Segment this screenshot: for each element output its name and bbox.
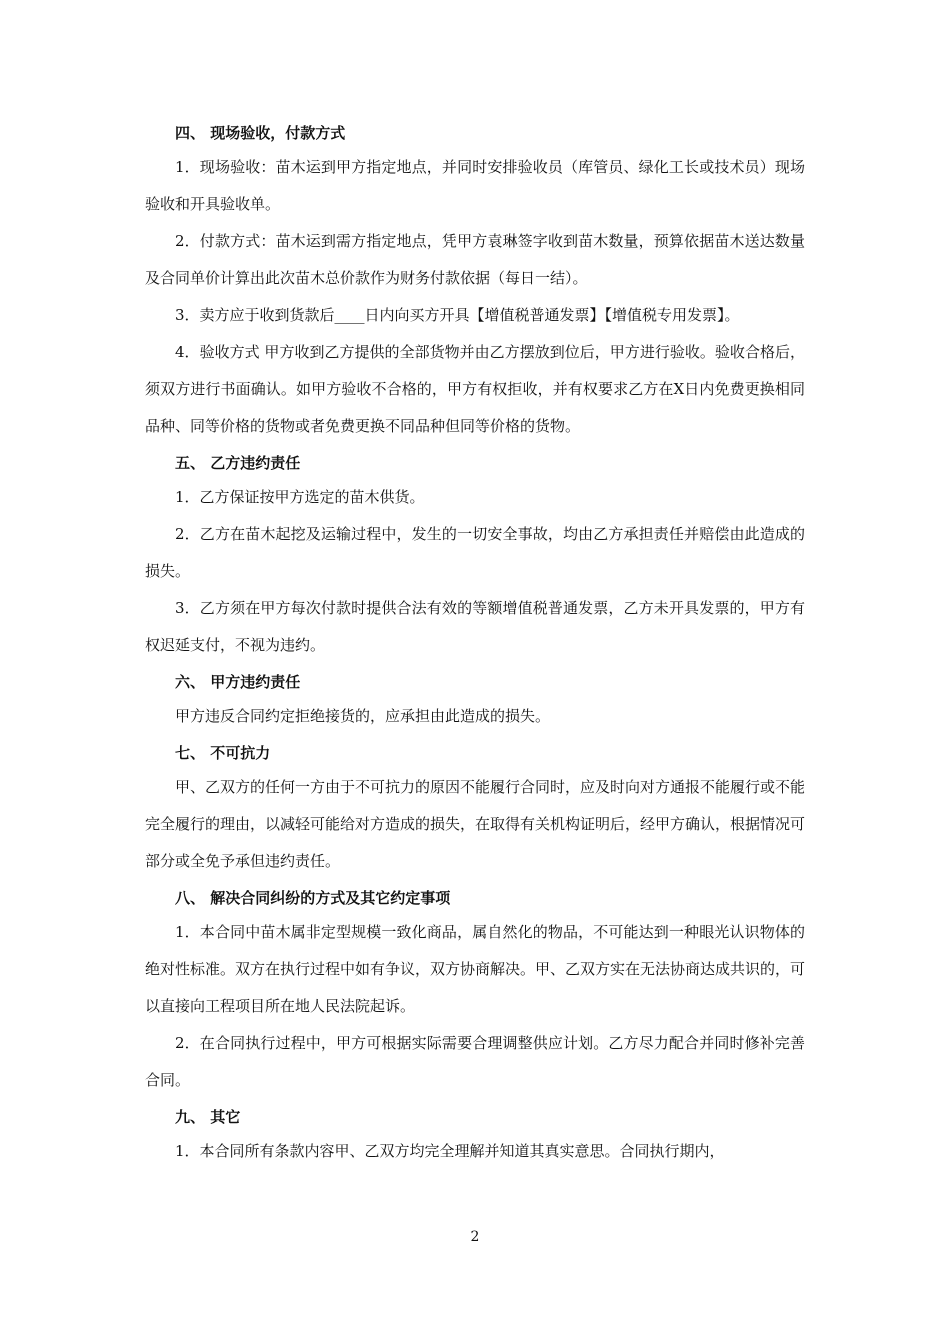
paragraph-supply-guarantee: 1．乙方保证按甲方选定的苗木供货。	[175, 488, 425, 506]
page-number: 2	[470, 1229, 480, 1245]
section-heading-dispute-resolution: 八、 解决合同纠纷的方式及其它约定事项	[175, 889, 451, 907]
paragraph-refusal-liability: 甲方违反合同约定拒绝接货的，应承担由此造成的损失。	[175, 707, 551, 725]
paragraph-force-majeure: 甲、乙双方的任何一方由于不可抗力的原因不能履行合同时，应及时向对方通报不能履行或不能完全履行的理由，以减轻可能给对方造成的损失，在取得有关机构证明后，经甲方确认，根据情况可部分或全免予承但违约责任。	[145, 778, 806, 870]
paragraph-vat-invoice: 3．乙方须在甲方每次付款时提供合法有效的等额增值税普通发票，乙方未开具发票的，甲方有权迟延支付，不视为违约。	[145, 599, 805, 654]
paragraph-dispute-standard: 1．本合同中苗木属非定型规模一致化商品，属自然化的物品，不可能达到一种眼光认识物体的绝对性标准。双方在执行过程中如有争议，双方协商解决。甲、乙双方实在无法协商达成共识的，可以直接向工程项目所在地人民法院起诉。	[145, 923, 806, 1015]
paragraph-acceptance-method: 4．验收方式 甲方收到乙方提供的全部货物并由乙方摆放到位后，甲方进行验收。验收合格后，须双方进行书面确认。如甲方验收不合格的，甲方有权拒收，并有权要求乙方在X日内免费更换相同品种、同等价格的货物或者免费更换不同品种但同等价格的货物。	[145, 343, 805, 435]
section-heading-other: 九、 其它	[175, 1108, 241, 1126]
section-heading-force-majeure: 七、 不可抗力	[175, 744, 271, 762]
paragraph-other-terms: 1．本合同所有条款内容甲、乙双方均完全理解并知道其真实意思。合同执行期内，	[175, 1142, 725, 1160]
document-body	[145, 124, 805, 1170]
section-heading-party-a-liability: 六、 甲方违约责任	[175, 673, 301, 691]
paragraph-supply-plan: 2．在合同执行过程中，甲方可根据实际需要合理调整供应计划。乙方尽力配合并同时修补完善合同。	[145, 1034, 805, 1089]
paragraph-onsite-acceptance: 1．现场验收：苗木运到甲方指定地点，并同时安排验收员（库管员、绿化工长或技术员）现场验收和开具验收单。	[145, 158, 805, 213]
paragraph-payment-method: 2．付款方式：苗木运到需方指定地点，凭甲方袁琳签字收到苗木数量，预算依据苗木送达数量及合同单价计算出此次苗木总价款作为财务付款依据（每日一结）。	[145, 232, 805, 287]
section-heading-party-b-liability: 五、 乙方违约责任	[175, 454, 301, 472]
section-heading-acceptance-payment: 四、 现场验收，付款方式	[175, 124, 346, 142]
paragraph-invoice: 3．卖方应于收到货款后____日内向买方开具【增值税普通发票】【增值税专用发票】。	[175, 306, 740, 324]
paragraph-transport-safety: 2．乙方在苗木起挖及运输过程中，发生的一切安全事故，均由乙方承担责任并赔偿由此造成的损失。	[145, 525, 805, 580]
